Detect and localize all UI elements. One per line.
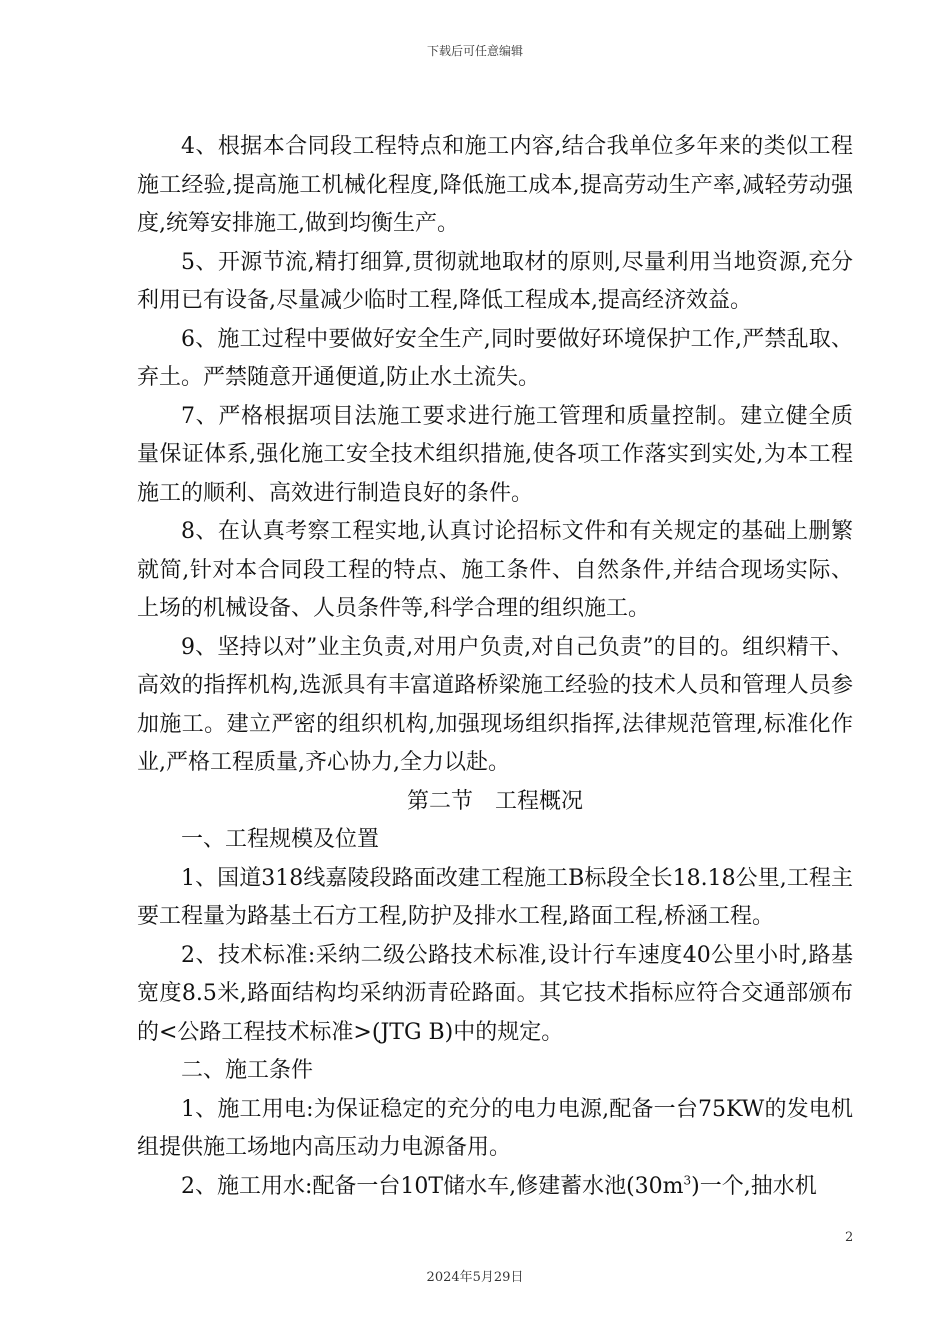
page-number: 2 <box>845 1230 854 1245</box>
scale-item-2: 2、技术标准:采纳二级公路技术标准,设计行车速度40公里小时,路基宽度8.5米,路面结构均采纳沥青砼路面。其它技术指标应符合交通部颁布的<公路工程技术标准>(JTG B)中的规定。 <box>137 942 853 1045</box>
superscript-3: 3 <box>683 1173 692 1188</box>
condition-item-1: 1、施工用电:为保证稳定的充分的电力电源,配备一台75KW的发电机组提供施工场地内高压动力电源备用。 <box>137 1096 853 1160</box>
condition-item-2-text-a: 2、施工用水:配备一台10T储水车,修建蓄水池(30m <box>181 1173 684 1199</box>
paragraph-8: 8、在认真考察工程实地,认真讨论招标文件和有关规定的基础上删繁就简,针对本合同段工程的特点、施工条件、自然条件,并结合现场实际、上场的机械设备、人员条件等,科学合理的组织施工。 <box>137 519 853 621</box>
paragraph-4: 4、根据本合同段工程特点和施工内容,结合我单位多年来的类似工程施工经验,提高施工机械化程度,降低施工成本,提高劳动生产率,减轻劳动强度,统筹安排施工,做到均衡生产。 <box>137 134 853 236</box>
document-body <box>137 128 853 1206</box>
page-footer-date: 2024年5月29日 <box>426 1270 524 1285</box>
section-title: 第二节 工程概况 <box>406 788 583 814</box>
condition-item-2-text-b: )一个,抽水机 <box>691 1173 817 1199</box>
scale-item-1: 1、国道318线嘉陵段路面改建工程施工B标段全长18.18公里,工程主要工程量为路基土石方工程,防护及排水工程,路面工程,桥涵工程。 <box>137 865 853 929</box>
subheading-scale-location: 一、工程规模及位置 <box>181 827 380 852</box>
paragraph-7: 7、严格根据项目法施工要求进行施工管理和质量控制。建立健全质量保证体系,强化施工安全技术组织措施,使各项工作落实到实处,为本工程施工的顺利、高效进行制造良好的条件。 <box>137 403 853 506</box>
subheading-construction-conditions: 二、施工条件 <box>181 1058 314 1083</box>
condition-item-2 <box>137 1168 853 1207</box>
paragraph-6: 6、施工过程中要做好安全生产,同时要做好环境保护工作,严禁乱取、弃土。严禁随意开通便道,防止水土流失。 <box>137 326 853 390</box>
paragraph-9: 9、坚持以对”业主负责,对用户负责,对自己负责”的目的。组织精干、高效的指挥机构,选派具有丰富道路桥梁施工经验的技术人员和管理人员参加施工。建立严密的组织机构,加强现场组织指挥,法律规范管理,标准化作业,严格工程质量,齐心协力,全力以赴。 <box>137 634 853 775</box>
paragraph-5: 5、开源节流,精打细算,贯彻就地取材的原则,尽量利用当地资源,充分利用已有设备,尽量减少临时工程,降低工程成本,提高经济效益。 <box>137 249 853 313</box>
page-header: 下载后可任意编辑 <box>426 44 523 58</box>
